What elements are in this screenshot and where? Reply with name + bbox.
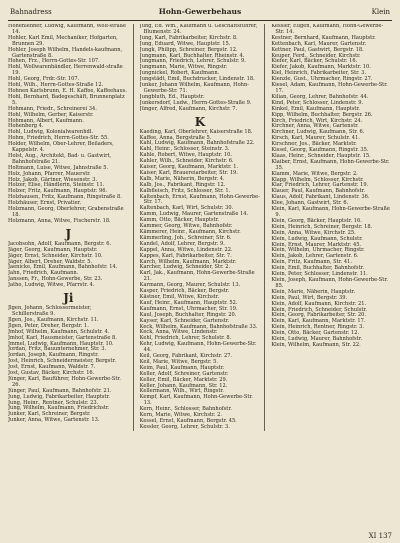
directory-entry: Jung, Wilhelm, Kaufmann, Friedrichstr. bbox=[8, 405, 110, 412]
directory-entry: Kalb, Marie, Näherin, Bergstr. 4. bbox=[139, 175, 225, 182]
directory-entry: Kahle, Robert, Witwe, Hauptstr. 10. bbox=[139, 152, 232, 159]
directory-entry: Keil, Georg, Fabrikant, Kirchstr. 27. bbox=[139, 353, 233, 360]
directory-entry: Kinkel, Emil, Kaufmann, Hauptstr. bbox=[271, 105, 360, 112]
directory-entry: Holzer, Fritz, Kaufmann, Hauptstr. 96. bbox=[8, 188, 108, 195]
directory-entry: Jungk, Philipp, Schreiner, Bergstr. 12. bbox=[139, 46, 238, 53]
directory-entry: Klein, Paul, Wirt, Bergstr. 39. bbox=[271, 294, 348, 301]
directory-entry: Kirch, Friedrich, Wirt, Kirchstr. 24. bbox=[271, 117, 363, 124]
directory-entry: Kaeding, Karl, Oberlehrer, Kaiserstraße 18. bbox=[139, 128, 253, 135]
directory-entry: Holzmann, Anna, Witwe, Fischerstr. 18. bbox=[8, 217, 111, 224]
directory-entry: Jmhof, Karl, Hausmeister, Gartenstraße 8. bbox=[8, 334, 117, 341]
directory-entry: Kiefer, Karl, Bäcker, Schulstr. 16. bbox=[271, 58, 358, 65]
directory-entry: Kahl, Heinr., Schlosser, Steinstr. 3. bbox=[139, 146, 230, 153]
directory-entry: Kamm, Ludwig, Maurer, Gartenstraße 14. bbox=[139, 211, 249, 218]
directory-entry: Jungstädt, Emil, Buchdrucker, Lindenstr. 18. bbox=[139, 76, 255, 83]
directory-entry: Jünger, Karl, Bauführer, Hohn-Gewerbe-Str. 26. bbox=[8, 375, 121, 388]
directory-entry: Kirchner, Ludwig, Kaufmann, Str. 6. bbox=[271, 129, 365, 136]
directory-entry: Kern, Marie, Witwe, Kirchstr. 2. bbox=[139, 412, 222, 419]
directory-entry: Klein, Ludwig, Kaufmann, Schulstr. bbox=[271, 235, 363, 242]
directory-entry: Jatho, Ludwig, Witwe, Pfarrstr. 4. bbox=[8, 282, 95, 289]
directory-entry: Klein, Jakob, Lehrer, Gartenstr. 6. bbox=[271, 253, 359, 260]
directory-entry: Hohl, Ludwig, Kolonialwarenhdl. bbox=[8, 129, 93, 136]
directory-entry: Hohl, Wilhelm, Gerber, Kaiserstr. bbox=[8, 111, 94, 118]
directory-entry: Jung, Ludwig, Fabrikarbeiter, Hauptstr. bbox=[8, 393, 110, 400]
directory-entry: Jahn, Friedrich, Kaufmann. bbox=[8, 270, 79, 277]
directory-entry: Kahl, Ludwig, Kaufmann, Bahnhofstraße 22. bbox=[139, 140, 255, 147]
directory-entry: Kammer, Georg, Witwe, Bahnhofstr. bbox=[139, 223, 233, 230]
directory-entry: Klein, Fritz, Kaufmann, Str. 41. bbox=[271, 259, 352, 266]
directory-entry: Kessel, Ernst, Kaufmann, Bergstr. 45. bbox=[139, 418, 237, 424]
directory-entry: Junker, Johann Wilhelm, Kaufmann, Hohn-Gewerbe-Str. 71. bbox=[139, 82, 249, 94]
directory-entry: Klein, Georg, Bäcker, Hauptstr. 16. bbox=[271, 217, 362, 224]
directory-entry: Kaltenbach, Ernst, Kaufmann, Hohn-Gewerbe-Str. 17. bbox=[139, 193, 260, 206]
directory-entry: Klein, Ernst, Maurer, Marktstr. 45. bbox=[271, 241, 362, 248]
directory-entry: Keller, Johann, Kaufmann, Str. 12. bbox=[139, 382, 228, 389]
directory-entry: Jungmann, Friedrich, Lehrer, Schulstr. 9. bbox=[139, 58, 246, 65]
directory-entry: Klein, Karl, Kaufmann, Marktstr. 17. bbox=[271, 318, 366, 325]
directory-entry: Keuper, Ferd., Schneider, Kirchstr. bbox=[271, 52, 361, 59]
directory-entry: Kern, Heinr., Schlosser, Bahnhofstr. bbox=[139, 406, 232, 413]
directory-entry: Kirchner, Anna, Witwe, Gartenstr. bbox=[271, 123, 359, 130]
section-letter: J bbox=[65, 226, 72, 241]
directory-entry: Klein, Adolf, Kaufmann, Kirchstr. 21. bbox=[271, 300, 367, 307]
directory-entry: Hohen, Frz., Herrn-Gottes-Str. 107. bbox=[8, 58, 100, 65]
directory-entry: Holder, Wilhelm, Ober-Lehrer, Beiladers, Kappelstr. 4. bbox=[8, 141, 114, 154]
directory-entry: Kahler, Wilh., Schneider, Kirchstr. 6. bbox=[139, 158, 234, 165]
directory-entry: Holzer, Elise, Händlerin, Steinstr. 11. bbox=[8, 182, 105, 189]
directory-entry: Hohl, Wilh., Herrn-Gottes-Straße 12. bbox=[8, 82, 104, 89]
directory-entry: Jost, Gustav, Bäcker, Kirchstr. 16. bbox=[8, 370, 95, 377]
directory-entry: Klaas, Heinr., Schneider, Hauptstr. 15. bbox=[271, 152, 371, 159]
directory-entry: Kempf, Karl, Kaufmann, Hohn-Gewerbe-Str. 13. bbox=[139, 394, 253, 407]
directory-entry: Klein, Peter, Schlosser, Lindenstr. 11. bbox=[271, 271, 368, 278]
directory-entry: Holz, Johann, Pfarrer, Mauerstr. bbox=[8, 170, 91, 177]
directory-entry: Kappel, Anna, Witwe, Lindenstr. 22. bbox=[139, 246, 233, 253]
directory-entry: Kandel, Adolf, Lehrer, Bergstr. 9. bbox=[139, 240, 225, 247]
directory-entry: Jäger, Ernst, Schneider, Kirchstr. 10. bbox=[8, 252, 103, 259]
directory-entry: Klauer, Paul, Kaufmann, Bahnhofstr. bbox=[271, 188, 366, 195]
directory-entry: Jlgen, Jos., Kaufmann, Kirchstr. 11. bbox=[8, 316, 99, 323]
directory-entry: Kiesel, Adam, Kaufmann, Hohn-Gewerbe-Str. 17. bbox=[271, 82, 388, 94]
directory-entry: Hohler, Karl Emil, Mechaniker, Hofgarten, Brunnen 29. bbox=[8, 34, 118, 47]
directory-entry: Kiefer, Jakob, Kaufmann, Marktstr. 10. bbox=[271, 64, 371, 71]
directory-entry: Jungmann, Marie, Witwe, Ringstr. bbox=[139, 64, 228, 71]
directory-entry: Kind, Peter, Schlosser, Lindenstr. 9. bbox=[271, 99, 364, 106]
directory-entry: Klein, Marie, Näherin, Hauptstr. bbox=[271, 288, 356, 295]
directory-entry: Kaffee, Anna, Bergstraße 5. bbox=[139, 134, 212, 141]
directory-entry: Holz, Jakob, Gärtner, Wiesenstr. 3. bbox=[8, 176, 98, 183]
directory-entry: Klapp, Wilhelm, Schlosser, Kirchstr. bbox=[271, 176, 364, 183]
directory-entry: Hohmann, Friedr., Schreinerei 34. bbox=[8, 105, 97, 112]
directory-entry: Hohler, Joseph Wilhelm, Handels-kaufmann, Gartenstraße 8. bbox=[8, 46, 123, 59]
directory-entry: Kiel, Heinrich, Fabrikarbeiter, Str. 3. bbox=[271, 70, 367, 77]
directory-entry: Kaltenbach, Karl, Wirt, Schulstr. 30. bbox=[139, 205, 234, 212]
header-left: Bahnadress bbox=[10, 8, 52, 16]
section-letter: Ji bbox=[63, 291, 74, 306]
directory-entry: Keim, Paul, Kaufmann, Hauptstr. bbox=[139, 364, 225, 371]
directory-entry: Holzhäuser, Ernst, Privatier. bbox=[8, 200, 82, 207]
directory-entry: Jost, Heinrich, Schneidermeister, Bergstr. bbox=[8, 358, 116, 365]
directory-entry: Jlgen, Johann, Schlossermeister, Schillerstraße 9. bbox=[8, 305, 92, 317]
directory-entry: Klein, Wilhelm, Uhrmacher, Ringstr. bbox=[271, 247, 365, 254]
directory-entry: Klar, Friedrich, Lehrer, Gartenstr. 19. bbox=[271, 182, 369, 189]
directory-entry: Klein, Heinrich, Schreiner, Bergstr. 18. bbox=[271, 223, 373, 230]
directory-entry: Karch, Wilhelm, Kaufmann, Marktstr. bbox=[139, 258, 237, 265]
directory-entry: Kehl, Friedrich, Lehrer, Schulstr. 8. bbox=[139, 335, 232, 342]
directory-entry: Kessler, Georg, Lehrer, Schulstr. 3. bbox=[139, 423, 230, 430]
directory-entry: Kaiser, Georg, Kaufmann, Marktstr. 1. bbox=[139, 164, 239, 171]
page-number: XI 137 bbox=[368, 532, 392, 540]
directory-entry: Klee, Johann, Gastwirt, Str. 6. bbox=[271, 200, 349, 207]
directory-entry: Klein, Karl, Kaufmann, Hohn-Gewerbe-Straße 9. bbox=[271, 206, 390, 218]
column-3 bbox=[271, 24, 392, 431]
directory-entry: Jost, Ernst, Kaufmann, Waldstr. 7. bbox=[8, 364, 96, 371]
directory-entry: Jmhof, Wilhelm, Kaufmann, Schulstr. 4. bbox=[8, 328, 110, 335]
directory-entry: Hohnen Karlsbrunn, E. H. Kaffee, Kaffeehaus. bbox=[8, 87, 127, 94]
directory-entry: Holzmann, Georg, Oberlehrer, Grabenstraße 18. bbox=[8, 206, 124, 218]
directory-entry: Kestner, Bernhard, Kaufmann, Hauptstr. bbox=[271, 34, 376, 41]
directory-entry: Kalb, Jos., Fabrikant, Ringstr. 12. bbox=[139, 181, 226, 188]
directory-entry: Kalbfleisch, Fritz, Schlosser, Str. 1. bbox=[139, 187, 231, 194]
directory-entry: Kappes, Karl, Fabrikarbeiter, Str. 7. bbox=[139, 252, 232, 259]
directory-entry: Keller, Adolf, Schreiner, Gartenstr. bbox=[139, 370, 229, 377]
directory-entry: Junkersdorf, Ludw., Herrn-Gottes-Straße 9. bbox=[139, 99, 252, 106]
directory-entry: Jungnickel, Robert, Kaufmann. bbox=[139, 70, 220, 77]
directory-entry: Kessler, Eugen, Kaufmann, Hohn-Gewerbe-Str. 14. bbox=[271, 24, 384, 35]
directory-entry: Kettenbach, Karl, Maurer, Gartenstr. bbox=[271, 40, 367, 47]
directory-entry: Klein, Joseph, Kaufmann, Hohn-Gewerbe-Str. 85. bbox=[271, 276, 388, 289]
directory-entry: Jordan, Fritz, Bauunternehmer, Str. 3. bbox=[8, 346, 107, 353]
directory-entry: Jäger, Georg, Kaufmann, Hauptstr. bbox=[8, 246, 98, 253]
directory-entry: Junker, Karl, Schreiner, Bergstr. bbox=[8, 411, 91, 418]
directory-entry: Kaiser, Karl, Brauereiarbeiter, Str. 19. bbox=[139, 169, 238, 176]
directory-entry: Hohenlehner, Ludwig, Kaufmann, Wolf-straße 14. bbox=[8, 24, 127, 35]
directory-entry: Kayser, Karl, Schneider, Gartenstr. bbox=[139, 317, 230, 324]
directory-entry: Karl, Jak., Kaufmann, Hohn-Gewerbe-Straße 21. bbox=[139, 270, 255, 283]
directory-entry: Klein, Emil, Buchhalter, Bahnhofstr. bbox=[271, 265, 364, 272]
directory-entry: Keil, Marie, Witwe, Bergstr. 5. bbox=[139, 358, 218, 365]
directory-entry: Jlgen, Peter, Dreher, Bergstr. 1. bbox=[8, 322, 89, 329]
directory-entry: Jungmann, Karl, Buchhalter, Rheinstr. 4. bbox=[139, 52, 245, 59]
directory-entry: Hohenberg 4. bbox=[8, 123, 44, 130]
directory-entry: Hohm, Friedrich, Herrn-Gottes-Str. 55. bbox=[8, 135, 109, 142]
directory-entry: Jung, Karl, Fabrikarbeiter, Kirchstr. 8. bbox=[139, 34, 238, 41]
header-right: Klein bbox=[371, 8, 390, 16]
directory-entry: Klein, Heinrich, Rentner, Ringstr. 3. bbox=[271, 324, 364, 331]
directory-entry: Kämmerling, Joh., Schreiner, Str. 6. bbox=[139, 234, 232, 241]
directory-entry: Kienzle, Gust., Uhrmacher, Ringstr. 27. bbox=[271, 76, 373, 83]
directory-entry: Klein, Wilhelm, Kaufmann, Str. 22. bbox=[271, 341, 361, 348]
directory-entry: Junker, Anna, Witwe, Gartenstr. 13. bbox=[8, 417, 100, 424]
directory-entry: Holzhausen, Fritz, Kaufmann, Ringstraße 8. bbox=[8, 194, 122, 201]
directory-entry: Klamm, Marie, Witwe, Bergstr. 2. bbox=[271, 170, 358, 177]
directory-entry: Jaenicke, Emil, Kaufmann, Bahnhofstr. 14. bbox=[8, 264, 118, 271]
directory-entry: Jäger, Albert, Dreher, Waldstr. 5. bbox=[8, 258, 93, 265]
directory-entry: Kämmerer, Heinr., Kaufmann, Kirchstr. bbox=[139, 229, 241, 235]
directory-entry: Jmmel, Ludwig, Kaufmann, Hauptstr. 10. bbox=[8, 340, 114, 347]
directory-entry: Klein, Ludwig, Maurer, Bahnhofstr. bbox=[271, 336, 363, 343]
directory-entry: Jungbluth, Ed., Hauptstr. bbox=[139, 93, 205, 100]
directory-entry: Klein, Otto, Bäcker, Gartenstr. 12. bbox=[271, 330, 360, 337]
section-letter: K bbox=[194, 114, 206, 129]
directory-entry: Keck, Anna, Witwe, Lindenstr. bbox=[139, 329, 218, 336]
directory-entry: Klaiber, Ernst, Kaufmann, Hohn-Gewerbe-Str. 35. bbox=[271, 158, 390, 171]
directory-entry: Kaufmann, Ernst, Uhrmacher, Str. 19. bbox=[139, 305, 238, 312]
directory-entry: Jung, Heinr., Rentner, Schulstr. 23. bbox=[8, 399, 99, 406]
page-header bbox=[8, 6, 392, 21]
directory-entry: Kasper, Friedrich, Bäcker, Bergstr. bbox=[139, 288, 230, 295]
directory-entry: Hohl, Bernhard, Badegeschäft, Brunnenplatz 5. bbox=[8, 93, 125, 106]
directory-entry: Jacobsohn, Adolf, Kaufmann, Bergstr. 6. bbox=[8, 240, 112, 247]
directory-entry: Klaus, Adolf, Fabrikant, Lindenstr. 36. bbox=[271, 194, 370, 201]
directory-entry: Keller, Emil, Bäcker, Marktstr. 29. bbox=[139, 376, 228, 383]
directory-entry: Kissel, Georg, Kaufmann, Ringstr. 35. bbox=[271, 147, 369, 154]
directory-entry: Kauf, Heinr., Kaufmann, Hauptstr. 52. bbox=[139, 299, 238, 306]
directory-entry: Kästner, Emil, Witwe, Kirchstr. bbox=[139, 293, 220, 300]
directory-entry: Kirschner, Jos., Bäcker, Marktstr. bbox=[271, 141, 357, 148]
directory-entry: Jung, Eduard, Witwe, Hauptstr. 15. bbox=[139, 40, 231, 47]
directory-entry: Hohmann, Albert, Kaufmann. bbox=[8, 117, 84, 124]
directory-entry: Jünger, Alfred, Kaufmann, Kirchstr. 7. bbox=[139, 105, 238, 112]
directory-entry: Kamm, Otto, Bäcker, Hauptstr. bbox=[139, 217, 220, 224]
directory-entry: Kirsch, Karl, Maurer, Schulstr. 41. bbox=[271, 135, 360, 142]
directory-entry: Kaul, Joseph, Buchhalter, Ringstr. 20. bbox=[139, 311, 237, 318]
directory-entry: Karcher, Ludwig, Schneider, Str. 2. bbox=[139, 264, 231, 271]
directory-entry: Holst, Aug., Architekt, Bad- u. Gastwirt, Bahnhofstraße 21. bbox=[8, 152, 112, 165]
column-1 bbox=[8, 24, 134, 431]
directory-entry: Kettner, Paul, Gastwirt, Bergstr. 18. bbox=[271, 46, 364, 53]
column-2 bbox=[140, 24, 266, 431]
directory-entry: Janssen, Fr., Hohn-Gewerbe, Str. 23. bbox=[8, 276, 103, 283]
directory-entry: Jung, Ed. Wm., Kaufmann u. Geschäftsführer, Blumenstr. 24. bbox=[139, 24, 258, 35]
directory-entry: Jünger, Paul, Kaufmann, Bahnhofstr. 21. bbox=[8, 387, 112, 394]
directory-entry: Kellermann, Wilh., Wirt, Ringstr. bbox=[139, 388, 224, 395]
directory-entry: Klein, Friedrich, Schneider, Schulstr. bbox=[271, 306, 367, 313]
directory-entry: Keck, Wilhelm, Kaufmann, Bahnhofstraße 33. bbox=[139, 323, 258, 330]
columns bbox=[8, 24, 392, 431]
directory-entry: Hohl, Wollwarenhändler, Herrenwald-straße 19. bbox=[8, 64, 123, 77]
directory-entry: Klein, Anna, Witwe, Kirchstr. 25. bbox=[271, 229, 356, 236]
directory-entry: Klein, Georg, Fabrikarbeiter, Str. 20. bbox=[271, 312, 366, 319]
directory-entry: Karmann, Georg, Maurer, Schulstr. 13. bbox=[139, 282, 241, 289]
directory-entry: Hohl, Georg, Frdr.-Str. 107. bbox=[8, 76, 80, 83]
header-title: Hohn-Gewerbehaus bbox=[158, 7, 242, 16]
directory-entry: Kilian, Georg, Lehrer, Bahnhofstr. 44. bbox=[271, 93, 369, 100]
directory-entry: Holtmann, Luise, Witwe, Jahnstraße 5. bbox=[8, 164, 109, 171]
directory-entry: Kehr, Ludwig, Kaufmann, Hohn-Gewerbe-Str. 44. bbox=[139, 341, 257, 354]
directory-entry: Jordan, Joseph, Kaufmann, Ringstr. bbox=[8, 352, 99, 359]
directory-entry: Kipp, Wilhelm, Buchhalter, Bergstr. 26. bbox=[271, 111, 373, 118]
